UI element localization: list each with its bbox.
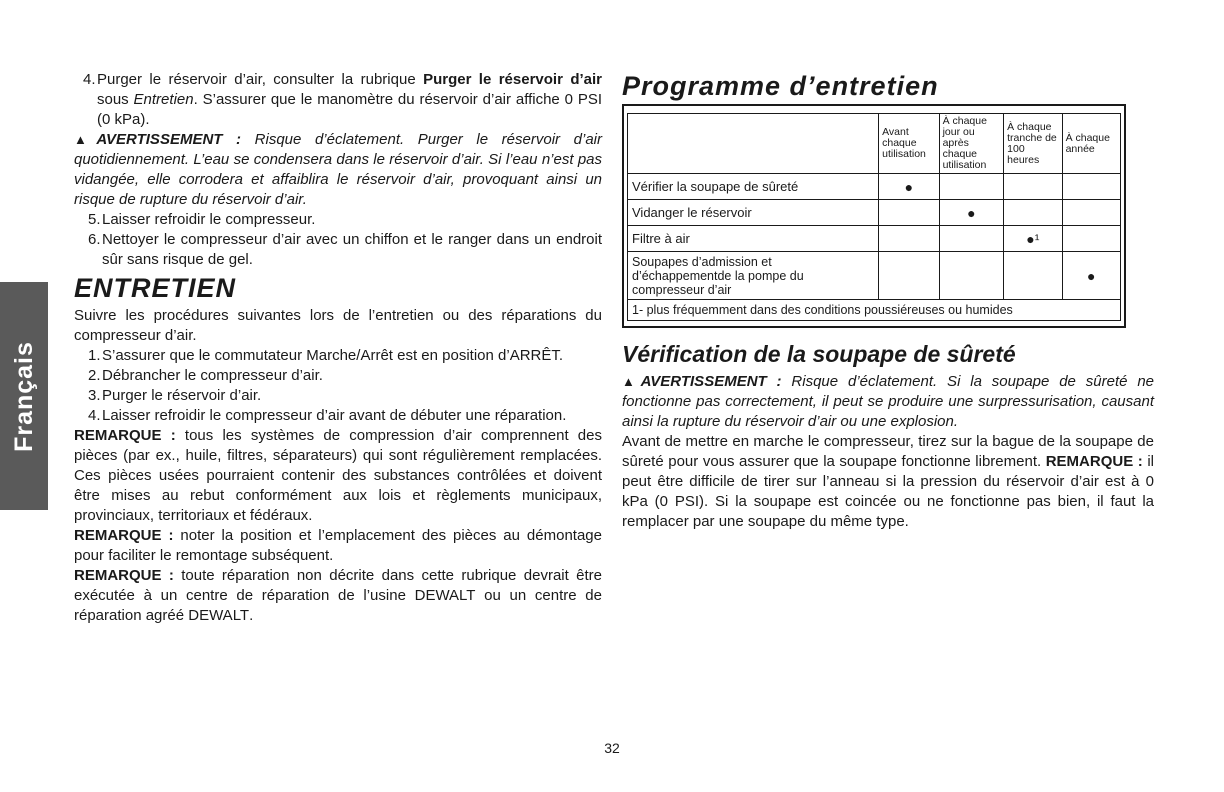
table-header-cell: À chaque année	[1062, 114, 1120, 174]
text-run: . S’assurer que le manomètre du réservoir d’air affiche 0 PSI (0 kPa).	[97, 91, 602, 128]
list-text: Purger le réservoir d’air.	[102, 387, 262, 404]
table-cell	[879, 226, 939, 252]
note-label: REMARQUE :	[74, 567, 174, 584]
list-text: Débrancher le compresseur d’air.	[102, 367, 323, 384]
list-number: 2.	[88, 367, 101, 384]
table-cell	[939, 226, 1004, 252]
table-footnote: 1- plus fréquemment dans des conditions poussiéreuses ou humides	[628, 300, 1121, 321]
list-item-cooldown	[74, 406, 602, 426]
note-text: ou un centre de réparation agréé D	[74, 587, 602, 624]
schedule-dot-icon: ●	[939, 200, 1004, 226]
text-run: sous	[97, 91, 134, 108]
table-row-label: Vérifier la soupape de sûreté	[628, 174, 879, 200]
note-paragraph	[74, 426, 602, 526]
table-cell	[1062, 200, 1120, 226]
list-number: 1.	[88, 347, 101, 364]
warning-paragraph	[74, 130, 602, 210]
warning-text: Risque d’éclatement. Si la soupape de sûreté ne fonctionne pas correctement, il peut se produire une surpressurisation, causant ainsi la rupture du réservoir d’air ou une explosion.	[622, 373, 1154, 430]
list-item-clean	[74, 230, 602, 270]
section-heading: ENTRETIEN	[74, 273, 237, 303]
table-row-label: Soupapes d’admission et d’échappementde la pompe du compresseur d’air	[628, 252, 879, 300]
table-cell	[1062, 226, 1120, 252]
language-side-tab	[0, 282, 48, 510]
table-row	[628, 226, 1121, 252]
body-paragraph	[622, 432, 1154, 532]
brand-name: EWALT	[199, 607, 250, 624]
left-column	[74, 70, 602, 626]
list-number: 4.	[83, 71, 96, 88]
note-label: REMARQUE :	[74, 427, 176, 444]
page-number: 32	[604, 740, 620, 756]
valve-heading: Vérification de la soupape de sûreté	[622, 341, 1016, 367]
list-text: Nettoyer le compresseur d’air avec un chiffon et le ranger dans un endroit sûr sans risque de gel.	[102, 231, 602, 268]
table-header-blank	[628, 114, 879, 174]
table-cell	[879, 200, 939, 226]
table-header-cell: Avant chaque utilisation	[879, 114, 939, 174]
table-footnote-row	[628, 300, 1121, 321]
table-cell	[1062, 174, 1120, 200]
list-number: 5.	[88, 211, 101, 228]
right-column	[622, 70, 1154, 532]
side-tab-label: Français	[9, 340, 38, 452]
maintenance-schedule-table	[627, 113, 1121, 321]
list-text	[97, 70, 602, 130]
schedule-table-frame	[622, 104, 1126, 328]
note-text: noter la position et l’emplacement des pièces au démontage pour faciliter le remontage subséquent.	[74, 527, 602, 564]
schedule-dot-icon: ●	[1062, 252, 1120, 300]
note-paragraph	[74, 526, 602, 566]
list-number: 3.	[88, 387, 101, 404]
text-run: Purger le réservoir d’air, consulter la rubrique	[97, 71, 424, 88]
table-row-label: Filtre à air	[628, 226, 879, 252]
note-label: REMARQUE :	[74, 527, 174, 544]
list-text: Laisser refroidir le compresseur.	[102, 211, 316, 228]
list-number: 4.	[88, 407, 101, 424]
body-text: il peut être difficile de tirer sur l’anneau si la pression du réservoir d’air est à 0 kPa (0 PSI). Si la soupape est coincée ou ne fonctionne pas bien, il faut la remplacer par une soupape du même type.	[622, 453, 1154, 530]
warning-triangle-icon: ▲	[622, 374, 641, 389]
list-item-purge	[74, 70, 602, 130]
table-cell	[939, 252, 1004, 300]
table-cell	[1004, 174, 1062, 200]
warning-text: Risque d’éclatement. Purger le réservoir d’air quotidiennement. L’eau se condensera dans le réservoir d’air. Si l’eau n’est pas vidangée, elle corrodera et affaiblira le réservoir d’air, provoquant ainsi un risque de rupture du réservoir d’air.	[74, 131, 602, 208]
table-cell	[939, 174, 1004, 200]
list-number: 6.	[88, 231, 101, 248]
table-cell	[1004, 200, 1062, 226]
note-text: toute réparation non décrite dans cette rubrique devrait être exécutée à un centre de réparation de l’usine D	[74, 567, 602, 604]
warning-label: AVERTISSEMENT :	[640, 373, 782, 390]
intro-paragraph: Suivre les procédures suivantes lors de l’entretien ou des réparations du compresseur d’air.	[74, 307, 602, 344]
table-cell	[1004, 252, 1062, 300]
table-header-row	[628, 114, 1121, 174]
bold-text: Purger le réservoir d’air	[423, 71, 602, 88]
table-header-cell: À chaque jour ou après chaque utilisation	[939, 114, 1004, 174]
note-label: REMARQUE :	[1045, 453, 1143, 470]
table-header-cell: À chaque tranche de 100 heures	[1004, 114, 1062, 174]
note-paragraph	[74, 566, 602, 626]
italic-text: Entretien	[133, 91, 194, 108]
note-text: .	[249, 607, 254, 624]
warning-triangle-icon: ▲	[74, 132, 97, 147]
table-cell	[879, 252, 939, 300]
list-text: S’assurer que le commutateur Marche/Arrêt est en position d’ARRÊT.	[102, 347, 564, 364]
table-row	[628, 174, 1121, 200]
body-text: Avant de mettre en marche le compresseur, tirez sur la bague de la soupape de sûreté pour vous assurer que la soupape fonctionne librement.	[622, 433, 1154, 470]
brand-name: EWALT	[425, 587, 476, 604]
table-row-label: Vidanger le réservoir	[628, 200, 879, 226]
list-item-switch	[74, 346, 602, 366]
schedule-dot-icon: ●	[879, 174, 939, 200]
note-text: tous les systèmes de compression d’air comprennent des pièces (par ex., huile, filtres, séparateurs) qui sont régulièrement remplacées. Ces pièces usées pourraient contenir des substances contrôlées et doivent être mises au rebut conformément aux lois et règlements municipaux, provinciaux, territoriaux et fédéraux.	[74, 427, 602, 524]
schedule-heading: Programme d’entretien	[622, 71, 939, 101]
list-item-drain	[74, 386, 602, 406]
warning-paragraph	[622, 372, 1154, 432]
list-item-unplug	[74, 366, 602, 386]
list-item-cool	[74, 210, 602, 230]
list-text: Laisser refroidir le compresseur d’air avant de débuter une réparation.	[102, 407, 567, 424]
schedule-dot-icon: ●¹	[1004, 226, 1062, 252]
table-row	[628, 252, 1121, 300]
table-row	[628, 200, 1121, 226]
warning-label: AVERTISSEMENT :	[96, 131, 242, 148]
